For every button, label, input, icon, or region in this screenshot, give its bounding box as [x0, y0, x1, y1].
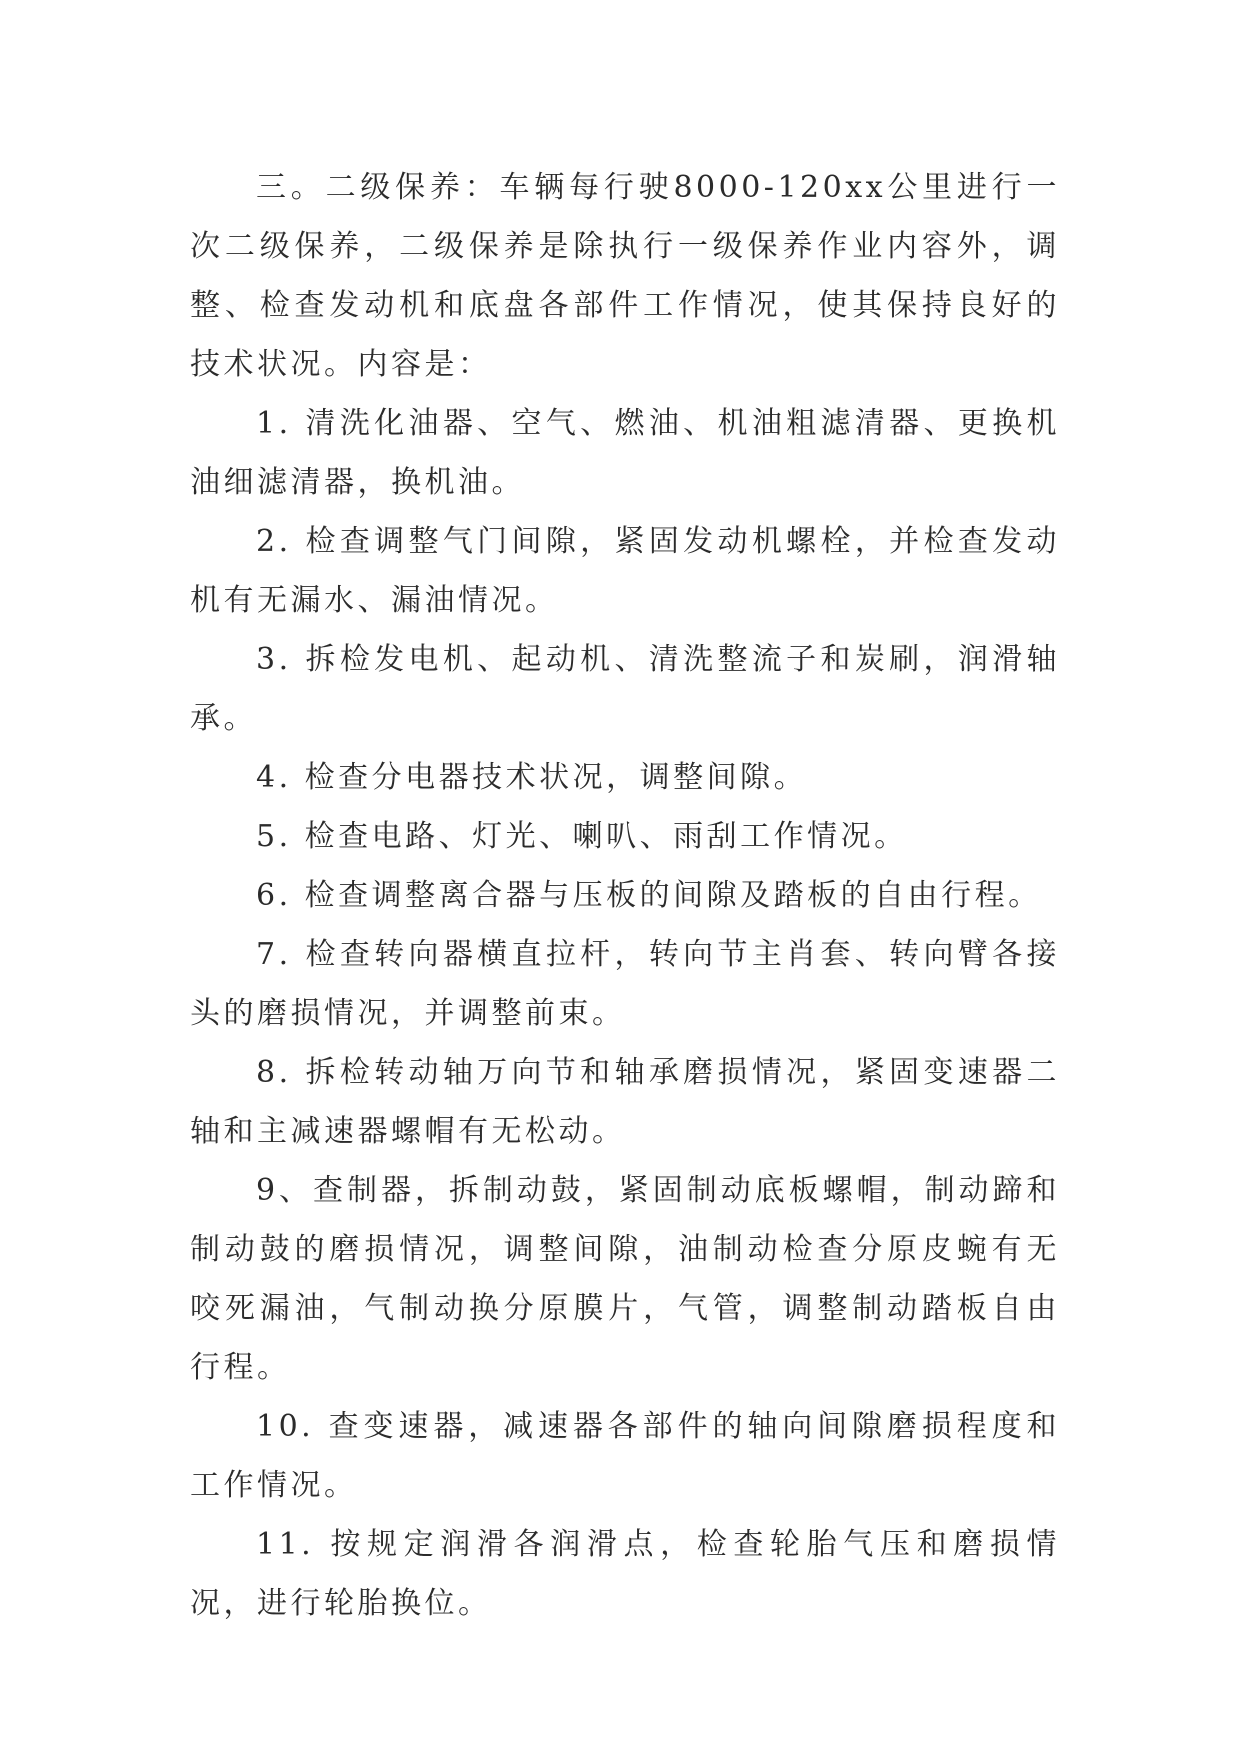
list-item-11: 11. 按规定润滑各润滑点，检查轮胎气压和磨损情况，进行轮胎换位。: [190, 1527, 1060, 1621]
list-item-5: 5. 检查电路、灯光、喇叭、雨刮工作情况。: [256, 819, 908, 854]
section-intro-paragraph: 三。二级保养：车辆每行驶8000-120xx公里进行一次二级保养，二级保养是除执行一级保养作业内容外，调整、检查发动机和底盘各部件工作情况，使其保持良好的技术状况。内容是：: [190, 170, 1060, 382]
list-item-8: 8. 拆检转动轴万向节和轴承磨损情况，紧固变速器二轴和主减速器螺帽有无松动。: [190, 1055, 1060, 1149]
list-item-9: 9、查制器，拆制动鼓，紧固制动底板螺帽，制动蹄和制动鼓的磨损情况，调整间隙，油制动检查分原皮蜿有无咬死漏油，气制动换分原膜片，气管，调整制动踏板自由行程。: [190, 1173, 1060, 1385]
list-item-1: 1. 清洗化油器、空气、燃油、机油粗滤清器、更换机油细滤清器，换机油。: [190, 406, 1060, 500]
list-item-2: 2. 检查调整气门间隙，紧固发动机螺栓，并检查发动机有无漏水、漏油情况。: [190, 524, 1060, 618]
list-item-4: 4. 检查分电器技术状况，调整间隙。: [256, 760, 808, 795]
list-item-10: 10. 查变速器，减速器各部件的轴向间隙磨损程度和工作情况。: [190, 1409, 1060, 1503]
list-item-3: 3. 拆检发电机、起动机、清洗整流子和炭刷，润滑轴承。: [190, 642, 1060, 736]
list-item-6: 6. 检查调整离合器与压板的间隙及踏板的自由行程。: [256, 878, 1042, 913]
list-item-7: 7. 检查转向器横直拉杆，转向节主肖套、转向臂各接头的磨损情况，并调整前束。: [190, 937, 1060, 1031]
document-body: [190, 158, 1060, 1633]
